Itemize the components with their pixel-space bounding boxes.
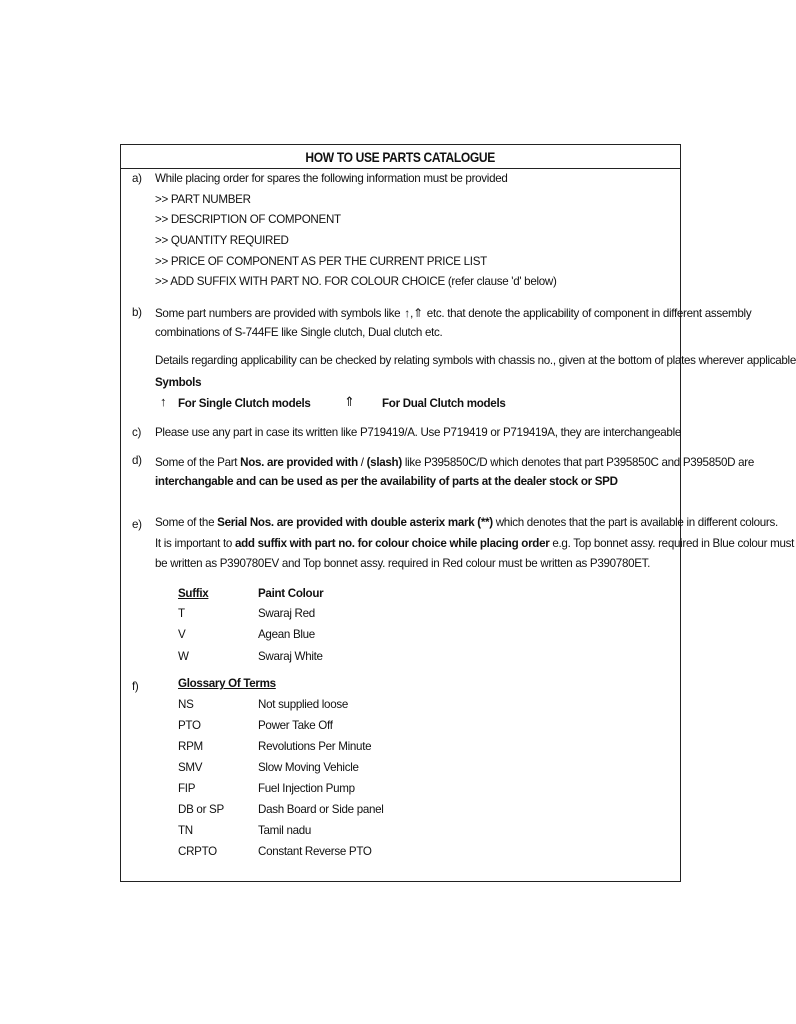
- section-e-label: e): [132, 518, 142, 531]
- section-d-line1: [155, 456, 754, 469]
- suffix-cell: W: [178, 650, 189, 663]
- glossary-meaning: Not supplied loose: [258, 698, 348, 711]
- glossary-meaning: Fuel Injection Pump: [258, 782, 355, 795]
- e-text-c: which denotes that the part is available in different colours.: [492, 516, 778, 529]
- section-a-item: >> PRICE OF COMPONENT AS PER THE CURRENT PRICE LIST: [155, 255, 487, 268]
- section-c-text: Please use any part in case its written like P719419/A. Use P719419 or P719419A, they are interchangeable: [155, 426, 681, 439]
- d-text-e: like P395850C/D which denotes that part P395850C and P395850D are: [401, 456, 755, 469]
- section-a-item: >> PART NUMBER: [155, 193, 251, 206]
- glossary-term: CRPTO: [178, 845, 217, 858]
- section-b-label: b): [132, 306, 142, 319]
- glossary-term: RPM: [178, 740, 203, 753]
- section-b-line1-pre: Some part numbers are provided with symbols like: [155, 307, 401, 320]
- paint-colour-header: Paint Colour: [258, 587, 324, 600]
- d-text-c: /: [357, 456, 367, 469]
- e2-text-c: e.g. Top bonnet assy. required in Blue colour must: [549, 537, 795, 550]
- symbols-heading: Symbols: [155, 376, 202, 389]
- e-text-a: Some of the: [155, 516, 218, 529]
- section-a-item: >> QUANTITY REQUIRED: [155, 234, 289, 247]
- section-f-label: f): [132, 680, 139, 693]
- glossary-meaning: Constant Reverse PTO: [258, 845, 372, 858]
- section-b-line2: combinations of S-744FE like Single clutch, Dual clutch etc.: [155, 326, 443, 339]
- symbols-inline: ↑,⇑: [404, 306, 423, 320]
- section-a-intro: While placing order for spares the following information must be provided: [155, 172, 508, 185]
- glossary-heading: Glossary Of Terms: [178, 677, 276, 690]
- up-arrow-icon: ↑: [160, 394, 167, 409]
- glossary-meaning: Slow Moving Vehicle: [258, 761, 359, 774]
- glossary-meaning: Dash Board or Side panel: [258, 803, 384, 816]
- d-text-b: Nos. are provided with: [240, 456, 358, 469]
- glossary-term: PTO: [178, 719, 201, 732]
- colour-cell: Swaraj Red: [258, 607, 315, 620]
- section-d-label: d): [132, 454, 142, 467]
- section-b-details: Details regarding applicability can be checked by relating symbols with chassis no., given at the bottom of plates wherever applicable: [155, 354, 796, 367]
- section-a-item: >> ADD SUFFIX WITH PART NO. FOR COLOUR CHOICE (refer clause 'd' below): [155, 275, 557, 288]
- section-e-line1: [155, 516, 778, 529]
- suffix-cell: V: [178, 628, 186, 641]
- colour-cell: Swaraj White: [258, 650, 323, 663]
- section-e-line3: be written as P390780EV and Top bonnet assy. required in Red colour must be written as P390780ET.: [155, 557, 651, 570]
- glossary-term: SMV: [178, 761, 203, 774]
- glossary-term: TN: [178, 824, 193, 837]
- colour-cell: Agean Blue: [258, 628, 315, 641]
- section-a-item: >> DESCRIPTION OF COMPONENT: [155, 213, 341, 226]
- glossary-meaning: Tamil nadu: [258, 824, 312, 837]
- section-e-line2: [155, 537, 794, 550]
- glossary-meaning: Revolutions Per Minute: [258, 740, 372, 753]
- glossary-term: NS: [178, 698, 194, 711]
- suffix-header: Suffix: [178, 587, 209, 600]
- e-text-b: Serial Nos. are provided with double asterix mark (**): [217, 516, 493, 529]
- e2-text-a: It is important to: [155, 537, 235, 550]
- d-text-a: Some of the Part: [155, 456, 241, 469]
- section-c-label: c): [132, 426, 142, 439]
- section-d-line2: interchangable and can be used as per the availability of parts at the dealer stock or SPD: [155, 475, 618, 488]
- glossary-meaning: Power Take Off: [258, 719, 333, 732]
- single-clutch-label: For Single Clutch models: [178, 397, 311, 410]
- dual-clutch-label: For Dual Clutch models: [382, 397, 506, 410]
- e2-text-b: add suffix with part no. for colour choice while placing order: [235, 537, 550, 550]
- title-row: [121, 145, 680, 169]
- section-b-line1-post: etc. that denote the applicability of component in different assembly: [426, 307, 752, 320]
- glossary-term: DB or SP: [178, 803, 224, 816]
- glossary-term: FIP: [178, 782, 196, 795]
- d-text-d: (slash): [366, 456, 402, 469]
- section-b-line1: [155, 306, 751, 320]
- double-up-arrow-icon: ⇑: [344, 394, 355, 409]
- suffix-cell: T: [178, 607, 185, 620]
- page-title: HOW TO USE PARTS CATALOGUE: [305, 148, 496, 165]
- section-a-label: a): [132, 172, 142, 185]
